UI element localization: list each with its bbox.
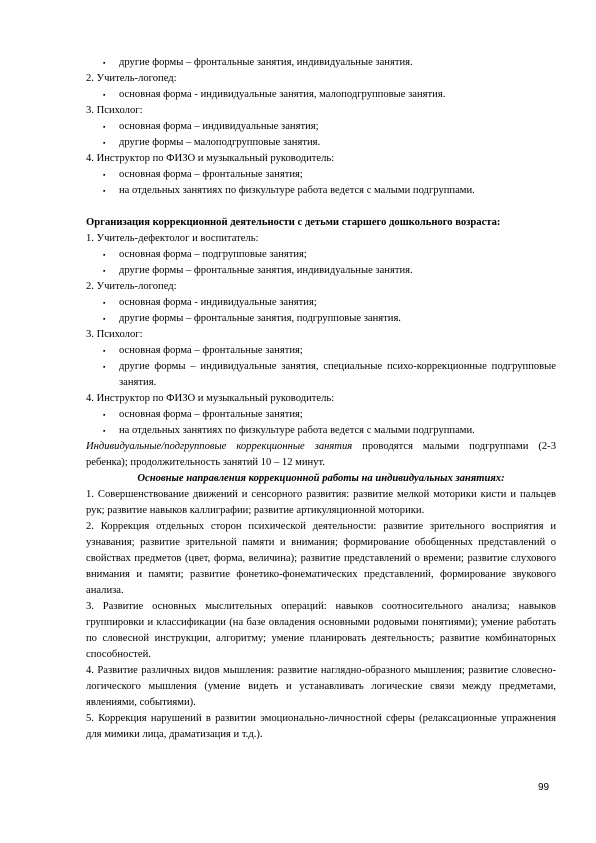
bullet-icon: ▪ xyxy=(103,411,106,419)
spacer xyxy=(86,199,556,215)
role-heading: 2. Учитель-логопед: xyxy=(86,281,177,292)
list-item xyxy=(86,119,556,135)
list-item-text: основная форма – фронтальные занятия; xyxy=(119,169,303,180)
bullet-icon: ▪ xyxy=(103,91,106,99)
list-item-text: основная форма – фронтальные занятия; xyxy=(119,409,303,420)
note-text: проводятся малыми подгруппами (2-3 ребенка); продолжительность занятий 10 – 12 минут. xyxy=(86,441,556,468)
direction-paragraph: 3. Развитие основных мыслительных операций: навыков соотносительного анализа; навыков группировки и классификации (на базе овладения основными родовыми понятиями); умение работать по словесной инструкции, алгоритму; умение планировать деятельность; развитие комбинаторных способностей. xyxy=(86,601,556,660)
list-item-text: другие формы – фронтальные занятия, подгрупповые занятия. xyxy=(119,313,401,324)
list-item-text: на отдельных занятиях по физкультуре работа ведется с малыми подгруппами. xyxy=(119,185,475,196)
list-item xyxy=(86,247,556,263)
list-item xyxy=(86,183,556,199)
list-item-text: другие формы – индивидуальные занятия, специальные психо-коррекционные подгрупповые занятия. xyxy=(119,361,556,388)
list-item-text: основная форма - индивидуальные занятия; xyxy=(119,297,317,308)
role-heading: 4. Инструктор по ФИЗО и музыкальный руководитель: xyxy=(86,393,335,404)
directions-title: Основные направления коррекционной работы на индивидуальных занятиях: xyxy=(137,473,505,484)
role-heading: 2. Учитель-логопед: xyxy=(86,73,177,84)
list-item-text: другие формы – фронтальные занятия, индивидуальные занятия. xyxy=(119,265,413,276)
document-page xyxy=(86,55,556,743)
bullet-icon: ▪ xyxy=(103,59,106,67)
list-item xyxy=(86,295,556,311)
note-paragraph xyxy=(86,439,556,471)
list-item-text: другие формы – фронтальные занятия, индивидуальные занятия. xyxy=(119,57,413,68)
bullet-icon: ▪ xyxy=(103,299,106,307)
list-item-text: на отдельных занятиях по физкультуре работа ведется с малыми подгруппами. xyxy=(119,425,475,436)
list-item xyxy=(86,359,556,391)
list-item xyxy=(86,135,556,151)
list-item xyxy=(86,343,556,359)
list-item xyxy=(86,87,556,103)
bullet-icon: ▪ xyxy=(103,267,106,275)
direction-paragraph: 2. Коррекция отдельных сторон психической деятельности: развитие зрительного восприятия и узнавания; развитие зрительной памяти и внимания; формирование обобщенных представлений о свойствах предметов (цвет, форма, величина); развитие представлений о времени; развитие слухового внимания и памяти; развитие фонетико-фонематических представлений, формирование звукового анализа. xyxy=(86,521,556,596)
list-item-text: основная форма – подгрупповые занятия; xyxy=(119,249,307,260)
list-item xyxy=(86,311,556,327)
direction-paragraph: 1. Совершенствование движений и сенсорного развития: развитие мелкой моторики кисти и пальцев рук; развитие навыков каллиграфии; развитие артикуляционной моторики. xyxy=(86,489,556,516)
page-number: 99 xyxy=(538,782,550,793)
list-item-text: основная форма - индивидуальные занятия, малоподгрупповые занятия. xyxy=(119,89,446,100)
list-item xyxy=(86,423,556,439)
note-italic: Индивидуальные/подгрупповые коррекционные занятия xyxy=(86,441,353,452)
direction-paragraph: 4. Развитие различных видов мышления: развитие наглядно-образного мышления; развитие словесно-логического мышления (умение видеть и устанавливать логические связи между предметами, явлениями, событиями). xyxy=(86,665,556,708)
list-item-text: основная форма – фронтальные занятия; xyxy=(119,345,303,356)
bullet-icon: ▪ xyxy=(103,347,106,355)
bullet-icon: ▪ xyxy=(103,187,106,195)
list-item xyxy=(86,263,556,279)
role-heading: 1. Учитель-дефектолог и воспитатель: xyxy=(86,233,259,244)
list-item-text: основная форма – индивидуальные занятия; xyxy=(119,121,319,132)
list-item xyxy=(86,167,556,183)
direction-paragraph: 5. Коррекция нарушений в развитии эмоционально-личностной сферы (релаксационные упражнения для мимики лица, драматизация и т.д.). xyxy=(86,713,556,740)
bullet-icon: ▪ xyxy=(103,123,106,131)
bullet-icon: ▪ xyxy=(103,139,106,147)
role-heading: 4. Инструктор по ФИЗО и музыкальный руководитель: xyxy=(86,153,335,164)
bullet-icon: ▪ xyxy=(103,363,106,371)
section-title: Организация коррекционной деятельности с детьми старшего дошкольного возраста: xyxy=(86,217,501,228)
bullet-icon: ▪ xyxy=(103,427,106,435)
list-item xyxy=(86,407,556,423)
role-heading: 3. Психолог: xyxy=(86,329,143,340)
role-heading: 3. Психолог: xyxy=(86,105,143,116)
bullet-icon: ▪ xyxy=(103,315,106,323)
bullet-icon: ▪ xyxy=(103,251,106,259)
list-item xyxy=(86,55,556,71)
list-item-text: другие формы – малоподгрупповые занятия. xyxy=(119,137,321,148)
bullet-icon: ▪ xyxy=(103,171,106,179)
